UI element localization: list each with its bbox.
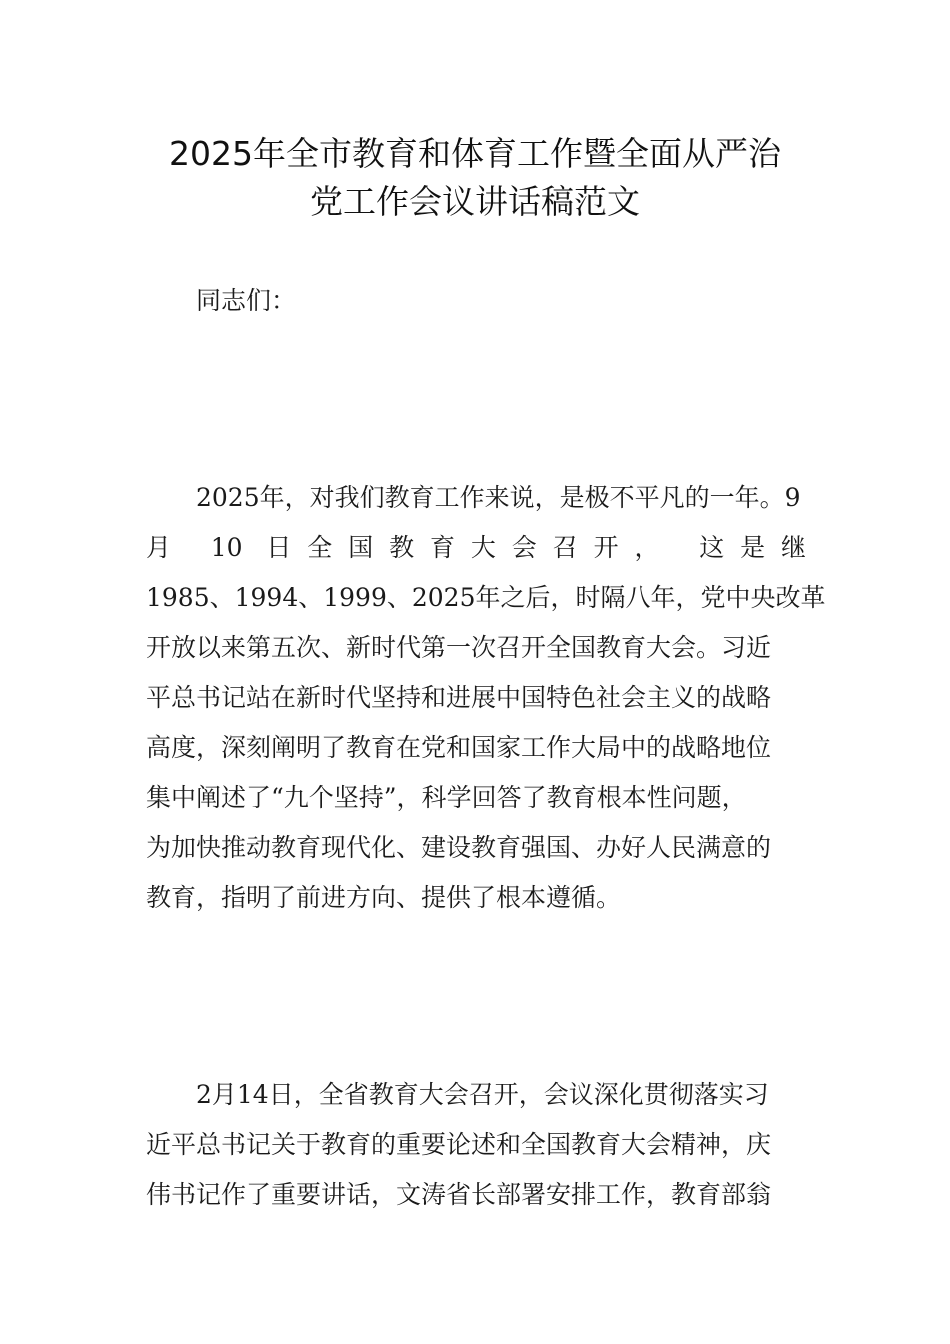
salutation: 同志们： [196,286,297,315]
paragraph-1-line-1: 2025年，对我们教育工作来说，是极不平凡的一年。9 [196,483,801,512]
paragraph-2-line-1: 2月14日，全省教育大会召开，会议深化贯彻落实习 [196,1080,769,1109]
document-title-line-2: 党工作会议讲话稿范文 [310,182,640,221]
paragraph-2-line-3: 伟书记作了重要讲话，文涛省长部署安排工作，教育部翁 [146,1180,772,1209]
paragraph-1-line-7: 集中阐述了“九个坚持”，科学回答了教育根本性问题， [146,783,747,812]
paragraph-1-line-5: 平总书记站在新时代坚持和进展中国特色社会主义的战略 [146,683,772,712]
paragraph-1-line-3: 1985、1994、1999、2025年之后，时隔八年，党中央改革 [146,583,826,612]
paragraph-1-line-9: 教育，指明了前进方向、提供了根本遵循。 [146,883,622,912]
paragraph-1-line-6: 高度，深刻阐明了教育在党和国家工作大局中的战略地位 [146,733,772,762]
paragraph-1-line-8: 为加快推动教育现代化、建设教育强国、办好人民满意的 [146,833,772,862]
document-title-line-1: 2025年全市教育和体育工作暨全面从严治 [169,134,781,173]
paragraph-2-line-2: 近平总书记关于教育的重要论述和全国教育大会精神，庆 [146,1130,772,1159]
paragraph-1-line-2: 月 10 日全国教育大会召开， 这是继 [146,533,806,562]
paragraph-1-line-4: 开放以来第五次、新时代第一次召开全国教育大会。习近 [146,633,772,662]
